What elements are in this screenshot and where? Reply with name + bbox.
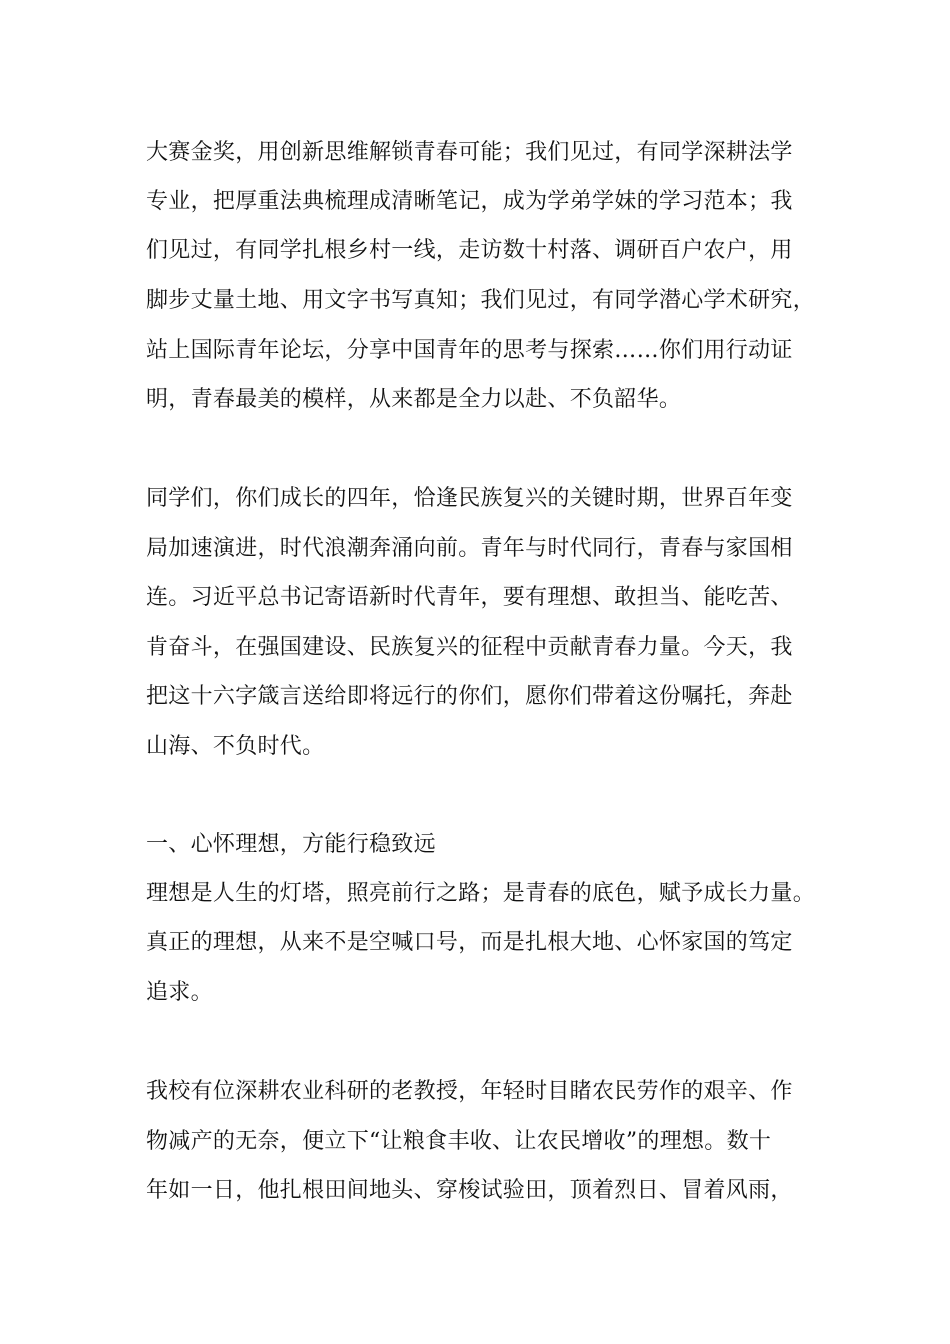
paragraph-2-line: 把这十六字箴言送给即将远行的你们，愿你们带着这份嘱托，奔赴 <box>146 684 793 709</box>
paragraph-1-line: 明，青春最美的模样，从来都是全力以赴、不负韶华。 <box>146 387 682 412</box>
paragraph-4-line: 物减产的无奈，便立下“让粮食丰收、让农民增收”的理想。数十 <box>146 1129 772 1154</box>
paragraph-1-line: 脚步丈量土地、用文字书写真知；我们见过，有同学潜心学术研究， <box>146 288 816 313</box>
paragraph-1-line: 专业，把厚重法典梳理成清晰笔记，成为学弟学妹的学习范本；我 <box>146 189 793 214</box>
paragraph-4-line: 年如一日，他扎根田间地头、穿梭试验田，顶着烈日、冒着风雨， <box>146 1178 793 1203</box>
paragraph-1-line: 们见过，有同学扎根乡村一线，走访数十村落、调研百户农户，用 <box>146 238 793 263</box>
paragraph-2-line: 肯奋斗，在强国建设、民族复兴的征程中贡献青春力量。今天，我 <box>146 635 793 660</box>
paragraph-3-line: 理想是人生的灯塔，照亮前行之路；是青春的底色，赋予成长力量。 <box>146 881 816 906</box>
paragraph-1-line: 站上国际青年论坛，分享中国青年的思考与探索……你们用行动证 <box>146 338 793 363</box>
paragraph-4-line: 我校有位深耕农业科研的老教授，年轻时目睹农民劳作的艰辛、作 <box>146 1079 793 1104</box>
paragraph-2-line: 局加速演进，时代浪潮奔涌向前。青年与时代同行，青春与家国相 <box>146 536 793 561</box>
paragraph-2-line: 连。习近平总书记寄语新时代青年，要有理想、敢担当、能吃苦、 <box>146 585 793 610</box>
section-heading: 一、心怀理想，方能行稳致远 <box>146 832 436 857</box>
paragraph-1-line: 大赛金奖，用创新思维解锁青春可能；我们见过，有同学深耕法学 <box>146 140 793 165</box>
paragraph-2-line: 同学们，你们成长的四年，恰逢民族复兴的关键时期，世界百年变 <box>146 486 793 511</box>
paragraph-2-line: 山海、不负时代。 <box>146 734 325 759</box>
paragraph-3-line: 追求。 <box>146 980 213 1005</box>
paragraph-3-line: 真正的理想，从来不是空喊口号，而是扎根大地、心怀家国的笃定 <box>146 930 793 955</box>
